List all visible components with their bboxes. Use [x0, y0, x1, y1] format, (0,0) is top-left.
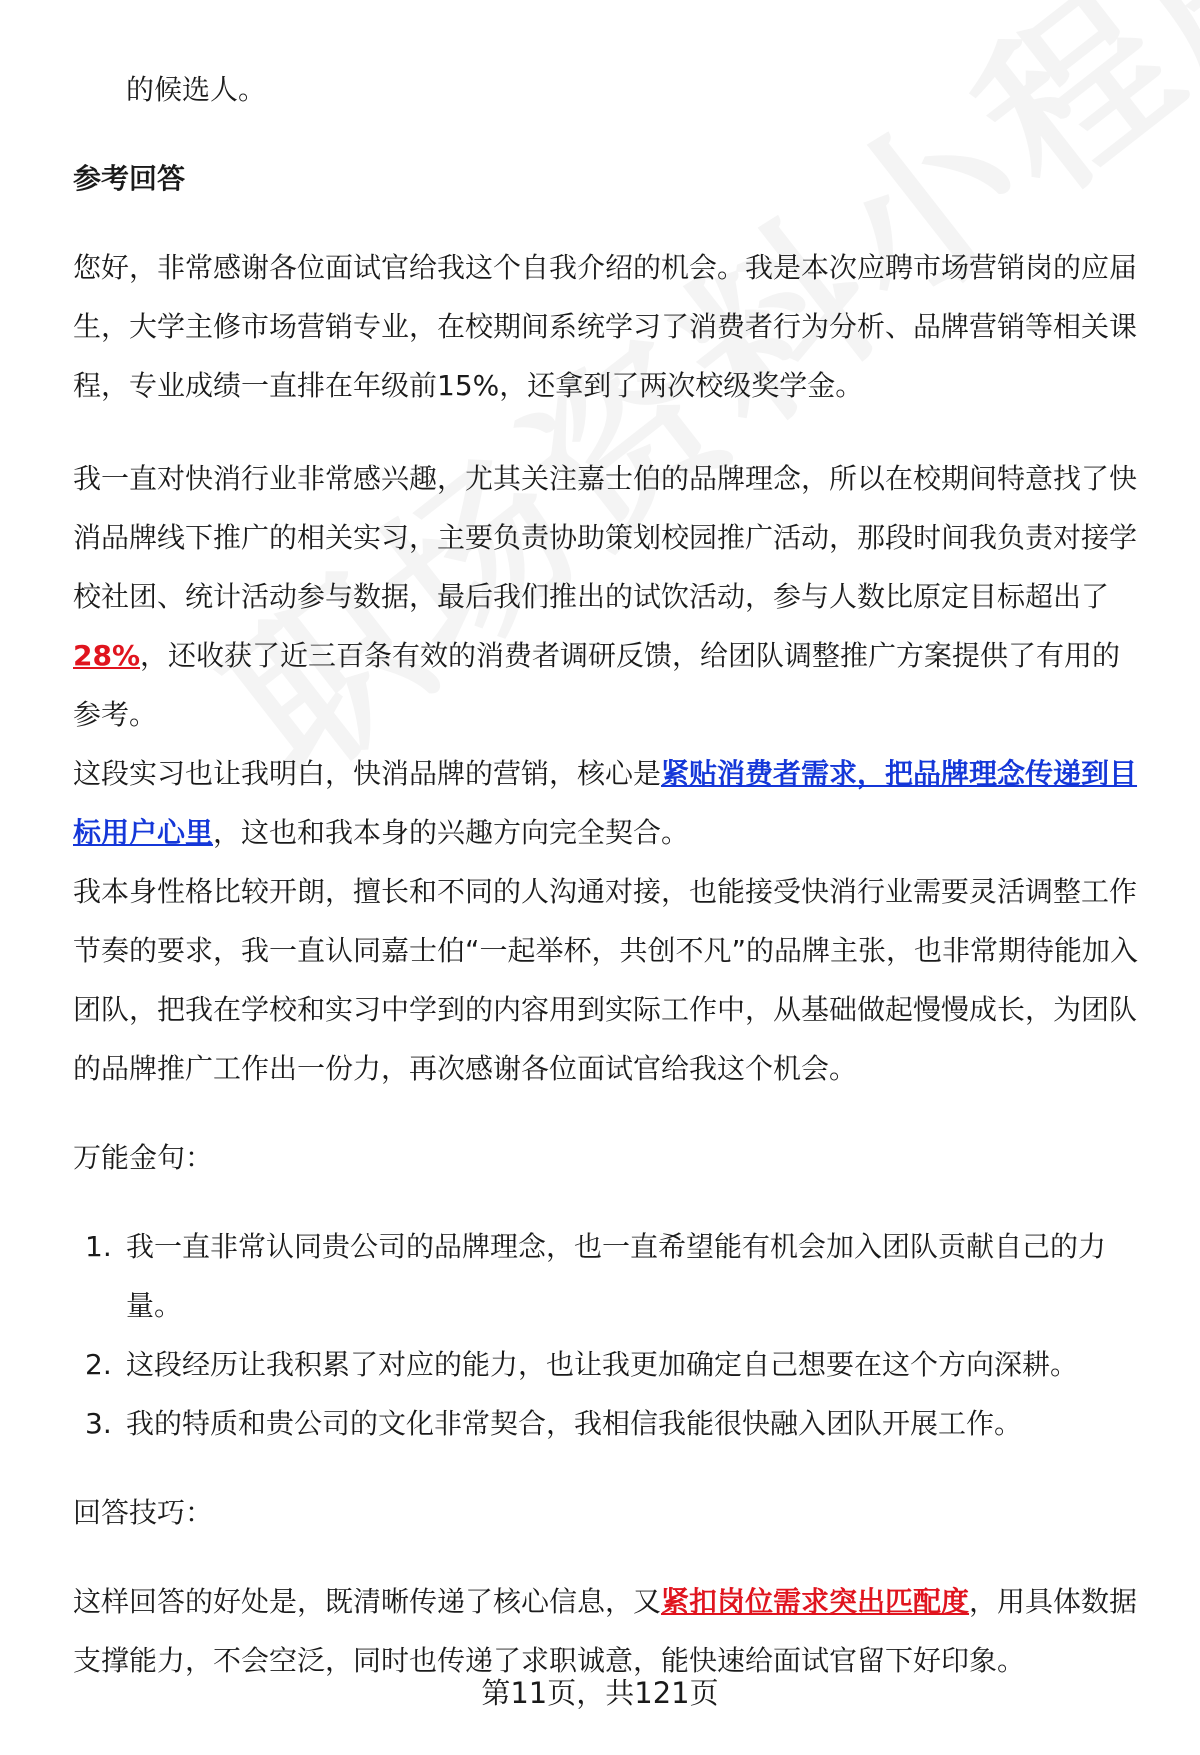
answer-paragraph-4: 我本身性格比较开朗，擅长和不同的人沟通对接，也能接受快消行业需要灵活调整工作节奏的要求，我一直认同嘉士伯“一起举杯，共创不凡”的品牌主张，也非常期待能加入团队，把我在学校和实习中学到的内容用到实际工作中，从基础做起慢慢成长，为团队的品牌推广工作出一份力，再次感谢各位面试官给我这个机会。: [73, 875, 1139, 1085]
list-item-text: 这段经历让我积累了对应的能力，也让我更加确定自己想要在这个方向深耕。: [126, 1348, 1079, 1381]
paragraph-3-text-end: ，这也和我本身的兴趣方向完全契合。: [213, 816, 690, 849]
page-content: [73, 60, 1148, 1690]
list-item-number: 3.: [85, 1407, 112, 1440]
tips-text: 这样回答的好处是，既清晰传递了核心信息，又: [73, 1585, 662, 1618]
paragraph-3-text: 这段实习也让我明白，快消品牌的营销，核心是: [73, 757, 662, 790]
intro-tail-text: 的候选人。: [126, 73, 267, 106]
highlight-percentage: 28%: [73, 639, 141, 672]
page-number-footer: 第11页，共121页: [481, 1676, 719, 1710]
list-item: [73, 1394, 1148, 1453]
answer-paragraph-3: [73, 744, 1148, 862]
golden-sentences-title: 万能金句：: [73, 1141, 214, 1174]
highlight-core-message: 紧贴消费者需求，把品牌理念传递到目标用户心里: [73, 757, 1138, 849]
answer-paragraph-2: [73, 449, 1148, 744]
list-item-text: 我一直非常认同贵公司的品牌理念，也一直希望能有机会加入团队贡献自己的力量。: [126, 1230, 1107, 1322]
golden-sentences-list: [73, 1217, 1148, 1453]
list-item-text: 我的特质和贵公司的文化非常契合，我相信我能很快融入团队开展工作。: [126, 1407, 1023, 1440]
section-heading: 参考回答: [73, 162, 186, 195]
paragraph-2-text: 我一直对快消行业非常感兴趣，尤其关注嘉士伯的品牌理念，所以在校期间特意找了快消品牌线下推广的相关实习，主要负责协助策划校园推广活动，那段时间我负责对接学校社团、统计活动参与数据，最后我们推出的试饮活动，参与人数比原定目标超出了: [73, 462, 1138, 613]
list-item: [73, 1217, 1148, 1335]
highlight-job-match: 紧扣岗位需求突出匹配度: [661, 1585, 970, 1618]
list-item-number: 1.: [85, 1230, 112, 1263]
answer-paragraph-1: 您好，非常感谢各位面试官给我这个自我介绍的机会。我是本次应聘市场营销岗的应届生，大学主修市场营销专业，在校期间系统学习了消费者行为分析、品牌营销等相关课程，专业成绩一直排在年级前15%，还拿到了两次校级奖学金。: [73, 251, 1138, 402]
list-item: [73, 1335, 1148, 1394]
list-item-number: 2.: [85, 1348, 112, 1381]
tips-text-end: ，用具体数据支撑能力，不会空泛，同时也传递了求职诚意，能快速给面试官留下好印象。: [73, 1585, 1138, 1677]
paragraph-2-text-end: ，还收获了近三百条有效的消费者调研反馈，给团队调整推广方案提供了有用的参考。: [73, 639, 1121, 731]
answer-tips-title: 回答技巧：: [73, 1496, 214, 1529]
